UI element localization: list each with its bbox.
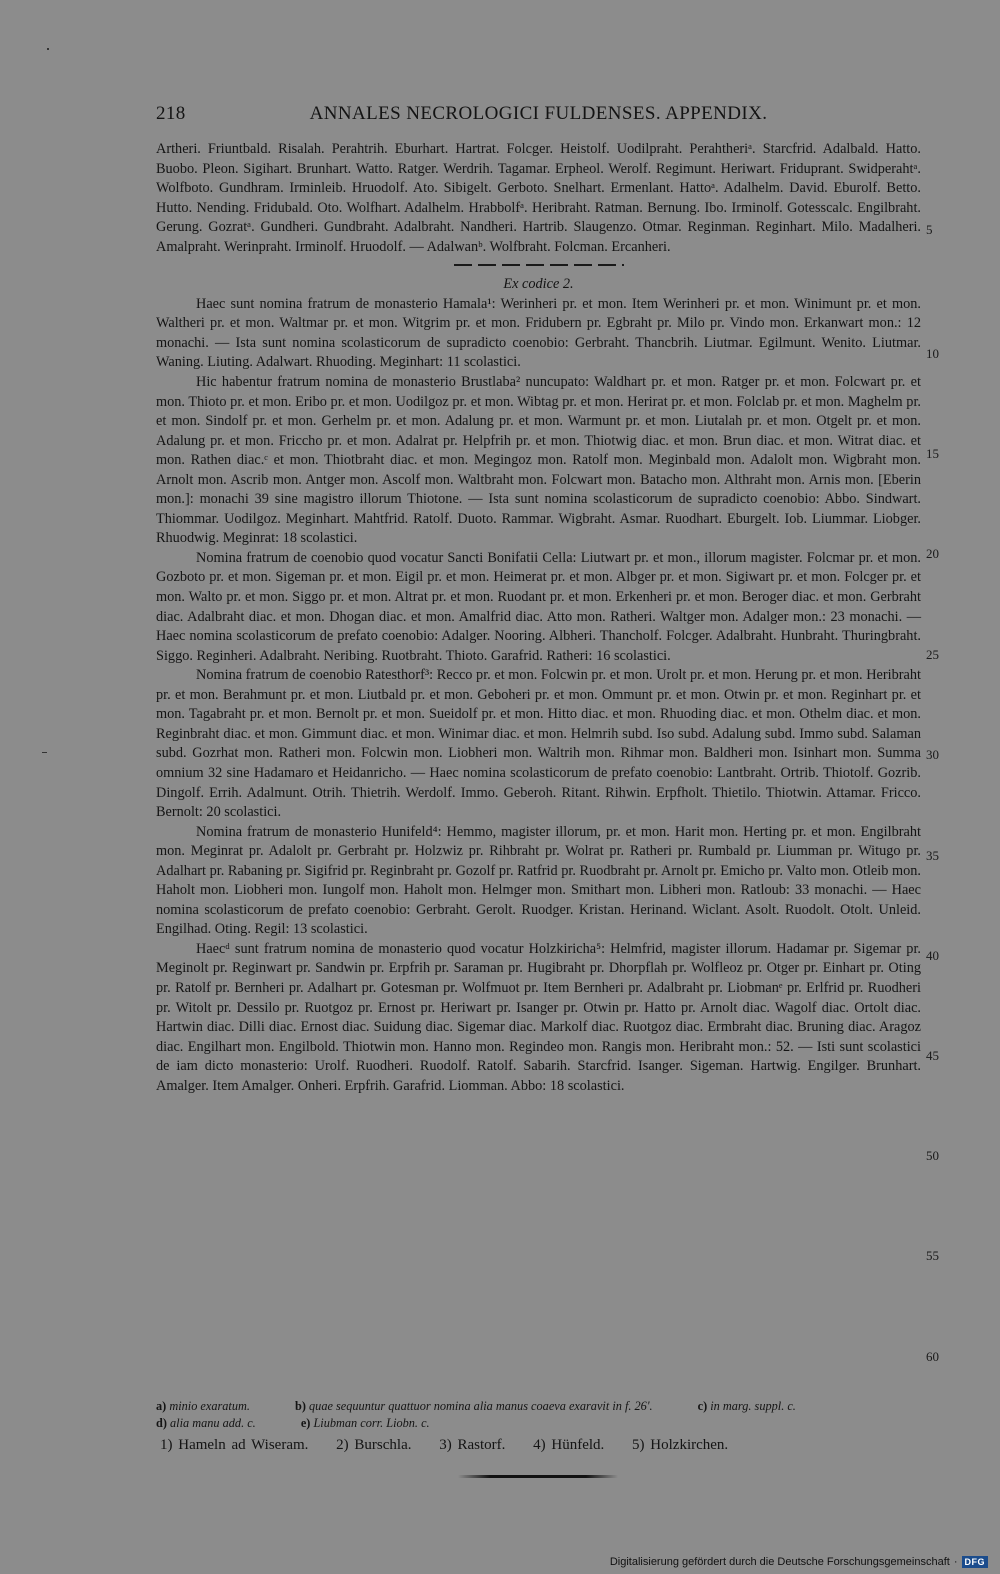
running-title: ANNALES NECROLOGICI FULDENSES. APPENDIX.: [309, 103, 768, 124]
line-number: 15: [926, 446, 939, 461]
paragraph-hamala: Haec sunt nomina fratrum de monasterio Hamala¹: Werinheri pr. et mon. Item Werinheri pr. et mon. Winimunt pr. et mon. Waltheri pr. et mon. Waltmar pr. et mon. Witgrim pr. et mon. Fridubern pr. Egbraht pr. Milo pr. Vindo mon. Erkanwart mon.: 12 monachi. — Ista sunt nomina scolasticorum de supradicto coenobio: Gerbraht. Thancbrih. Liutmar. Egilmunt. Wenito. Liutmar. Waning. Liuting. Adalwart. Rhuoding. Meginhart: 11 scolastici.: [156, 295, 921, 371]
scan-speck: [47, 48, 49, 50]
footnote-1: 1) Hameln ad Wiseram.: [160, 1437, 309, 1453]
line-number: 45: [926, 1048, 939, 1063]
footnote-4: 4) Hünfeld.: [533, 1437, 605, 1453]
note-a: minio exaratum.: [169, 1399, 250, 1413]
paragraph-ratesthorf: Nomina fratrum de coenobio Ratesthorf³: Recco pr. et mon. Folcwin pr. et mon. Urolt pr. et mon. Herung pr. et mon. Heribraht pr. et mon. Berahmunt pr. et mon. Liutbald pr. et mon. Geboheri pr. et mon. Ommunt pr. et mon. Otwin pr. et mon. Reginhart pr. et mon. Tagabraht pr. et mon. Bernolt pr. et mon. Sueidolf pr. et mon. Hitto diac. et mon. Rhuoding diac. et mon. Othelm diac. et mon. Reginbraht diac. et mon. Gimmunt diac. et mon. Winimar diac. et mon. Helmrih subd. Iso subd. Adalung subd. Immo subd. Salaman subd. Gozrhat mon. Ratheri mon. Folcwin mon. Liobheri mon. Waltrih mon. Rihmar mon. Baldheri mon. Isinhart mon. Summa omnium 32 sine Hadamaro et Heidanricho. — Haec nomina scolasticorum de prefato coenobio: Lantbraht. Ortrib. Thiotolf. Gozrib. Dingolf. Errih. Adalmunt. Otrih. Thietrih. Werdolf. Immo. Geberoh. Ritant. Rihwin. Erpfholt. Thietilo. Thiotwin. Attamar. Fricco. Bernolt: 20 scolastici.: [156, 667, 921, 821]
section-divider: [454, 264, 624, 266]
note-d: alia manu add. c.: [170, 1415, 256, 1430]
line-number: 30: [926, 747, 939, 762]
end-ornament-rule: [458, 1475, 618, 1478]
dfg-credit: Digitalisierung gefördert durch die Deutsche Forschungsgemeinschaft · DFG: [610, 1554, 988, 1570]
paragraph-brustlaba: Hic habentur fratrum nomina de monasterio Brustlaba² nuncupato: Waldhart pr. et mon. Ratger pr. et mon. Folcwart pr. et mon. Thioto pr. et mon. Eribo pr. et mon. Uodilgoz pr. et mon. Wibtag pr. et mon. Herirat pr. et mon. Folclab pr. et mon. Maghelm pr. et mon. Sindolf pr. et mon. Gerhelm pr. et mon. Adalung pr. et mon. Warmunt pr. et mon. Liutalah pr. et mon. Otgelt pr. et mon. Adalung pr. et mon. Friccho pr. et mon. Adalrat pr. Helpfrih pr. et mon. Thiotwig diac. et mon. Brun diac. et mon. Witrat diac. et mon. Rathen diac.ᶜ et mon. Thiotbraht diac. et mon. Megingoz mon. Ratolf mon. Meginbald mon. Adalolt mon. Wigbraht mon. Arnolt mon. Ascrib mon. Antger mon. Ascolf mon. Waltbraht mon. Folcwart mon. Batacho mon. Althraht mon. Arnis mon. [Eberin mon.]: monachi 39 sine magistro illorum Thiotone. — Ista sunt nomina scolasticorum de supradicto coenobio: Abbo. Sindwart. Thiommar. Uodilgoz. Meginhart. Mahtfrid. Ratolf. Duoto. Rammar. Wigbraht. Asmar. Ruodhart. Eburgelt. Iob. Liummar. Liobger. Rhuodwig. Meginrat: 18 scolastici.: [156, 374, 921, 547]
note-c: in marg. suppl. c.: [710, 1399, 796, 1413]
line-number: 60: [926, 1349, 939, 1364]
line-number: 55: [926, 1248, 939, 1263]
note-e: Liubman corr. Liobn. c.: [313, 1415, 430, 1430]
line-number: 40: [926, 948, 939, 963]
margin-mark: [42, 752, 47, 753]
page-header: [156, 103, 921, 127]
footnote-5: 5) Holzkirchen.: [632, 1437, 729, 1453]
line-number: 10: [926, 346, 939, 361]
paragraph-bonifatii-cella: Nomina fratrum de coenobio quod vocatur Sancti Bonifatii Cella: Liutwart pr. et mon., illorum magister. Folcmar pr. et mon. Gozboto pr. et mon. Sigeman pr. et mon. Eigil pr. et mon. Heimerat pr. et mon. Albger pr. et mon. Sigiwart pr. et mon. Folcger pr. et mon. Walto pr. et mon. Siggo pr. et mon. Altrat pr. et mon. Ruodant pr. et mon. Erkenheri pr. et mon. Beroger diac. et mon. Gerbraht diac. Adalbraht diac. et mon. Dhogan diac. et mon. Amalfrid diac. Atto mon. Ratheri. Waltger mon. Adalger mon.: 23 monachi. — Haec nomina scolasticorum de prefato coenobio: Adalger. Nooring. Albheri. Thancholf. Folcger. Adalbraht. Hunbraht. Thuringbraht. Siggo. Reginheri. Adalbraht. Neribing. Ruotbraht. Thioto. Garafrid. Ratheri: 16 scolastici.: [156, 549, 921, 664]
paragraph-names-list: Artheri. Friuntbald. Risalah. Perahtrih. Eburhart. Hartrat. Folcger. Heistolf. Uodilpraht. Perahtheriᵃ. Starcfrid. Adalbald. Hatto. Buobo. Pleon. Sigihart. Brunhart. Watto. Ratger. Werdrih. Tagamar. Erpheol. Werolf. Regimunt. Heriwart. Friduprant. Swidperahtᵃ. Wolfboto. Gundhram. Irminleib. Hruodolf. Ato. Sibigelt. Gerboto. Snelhart. Ermenlant. Hattoᵃ. Adalhelm. David. Eburolf. Betto. Hutto. Nending. Fridubald. Oto. Wolfhart. Adalhelm. Hrabbolfᵃ. Heribraht. Ratman. Bernung. Ibo. Irminolf. Gotesscalc. Engilbraht. Gerung. Gozratᵃ. Gundheri. Gundbraht. Adalbraht. Nandheri. Hartrib. Slaugenzo. Otmar. Reginman. Reginhart. Milo. Madalheri. Amalpraht. Werinpraht. Irminolf. Hruodolf. — Adalwanᵇ. Wolfbraht. Folcman. Ercanheri.: [156, 141, 921, 255]
critical-notes-row-1: a) minio exaratum. b) quae sequuntur quattuor nomina alia manus coaeva exaravit in f. 26'. c) in marg. suppl. c.: [156, 1399, 796, 1413]
paragraph-holzkiricha: Haecᵈ sunt fratrum nomina de monasterio quod vocatur Holzkiricha⁵: Helmfrid, magister illorum. Hadamar pr. Sigemar pr. Meginolt pr. Reginwart pr. Sandwin pr. Erpfrih pr. Saraman pr. Hugibraht pr. Dhorpflah pr. Wolfleoz pr. Otger pr. Einhart pr. Oting pr. Ratolf pr. Bernheri pr. Adalhart pr. Gotesman pr. Wolfmuot pr. Item Bernheri pr. Adalbraht pr. Liobmanᵉ pr. Erlfrid pr. Ruodheri pr. Witolt pr. Dessilo pr. Ruotgoz pr. Ernost pr. Heriwart pr. Isanger pr. Otwin pr. Hatto pr. Arnolt diac. Wagolf diac. Ortolt diac. Hartwin diac. Dilli diac. Ernost diac. Suidung diac. Sigemar diac. Markolf diac. Ruotgoz diac. Ermbraht diac. Bruning diac. Aragoz diac. Engilhart mon. Engilbold. Thiotwin mon. Hanno mon. Regindeo mon. Rangis mon. Heribraht mon.: 52. — Isti sunt scolastici de iam dicto monasterio: Urolf. Ruodheri. Ruodolf. Ratolf. Sabarih. Starcfrid. Isanger. Sigeman. Hartwig. Engilger. Brunhart. Amalger. Item Amalger. Onheri. Erpfrih. Garafrid. Liomman. Abbo: 18 scolastici.: [156, 940, 921, 1094]
critical-apparatus: [156, 1398, 921, 1431]
section-heading-codex: Ex codice 2.: [503, 276, 574, 293]
note-b: quae sequuntur quattuor nomina alia manus coaeva exaravit in f. 26'.: [309, 1399, 653, 1413]
line-number: 25: [926, 647, 939, 662]
paragraph-hunifeld: Nomina fratrum de monasterio Hunifeld⁴: Hemmo, magister illorum, pr. et mon. Harit mon. Herting pr. et mon. Engilbraht mon. Meginrat pr. Adalolt pr. Gerbraht pr. Holzwiz pr. Rihbraht pr. Wolrat pr. Ratheri pr. Rumbald pr. Liumman pr. Witugo pr. Adalhart pr. Rabaning pr. Sigifrid pr. Reginbraht pr. Gozolf pr. Ratfrid pr. Ruodbraht pr. Arnolt pr. Emicho pr. Valto mon. Otleib mon. Haholt mon. Liobheri mon. Iungolf mon. Haholt mon. Helmger mon. Smithart mon. Libheri mon. Ratloub: 33 monachi. — Haec nomina scolasticorum de prefato coenobio: Gerbraht. Gerolt. Ruodger. Kristan. Herinand. Wiclant. Asolt. Ruodolt. Otolt. Unleid. Engilhad. Oting. Regil: 13 scolastici.: [156, 823, 921, 938]
line-number: 35: [926, 848, 939, 863]
page-number: 218: [156, 103, 186, 124]
footnote-3: 3) Rastorf.: [439, 1437, 506, 1453]
dfg-logo: DFG: [962, 1556, 989, 1568]
footnotes: [160, 1437, 920, 1454]
line-number: 50: [926, 1148, 939, 1163]
line-number: 5: [926, 222, 933, 237]
credit-text: Digitalisierung gefördert durch die Deutsche Forschungsgemeinschaft: [609, 1556, 950, 1568]
critical-notes-row-2: d) alia manu add. c. e) Liubman corr. Liobn. c.: [156, 1415, 430, 1430]
footnote-2: 2) Burschla.: [336, 1437, 412, 1453]
line-number: 20: [926, 546, 939, 561]
main-text: [156, 140, 921, 1096]
